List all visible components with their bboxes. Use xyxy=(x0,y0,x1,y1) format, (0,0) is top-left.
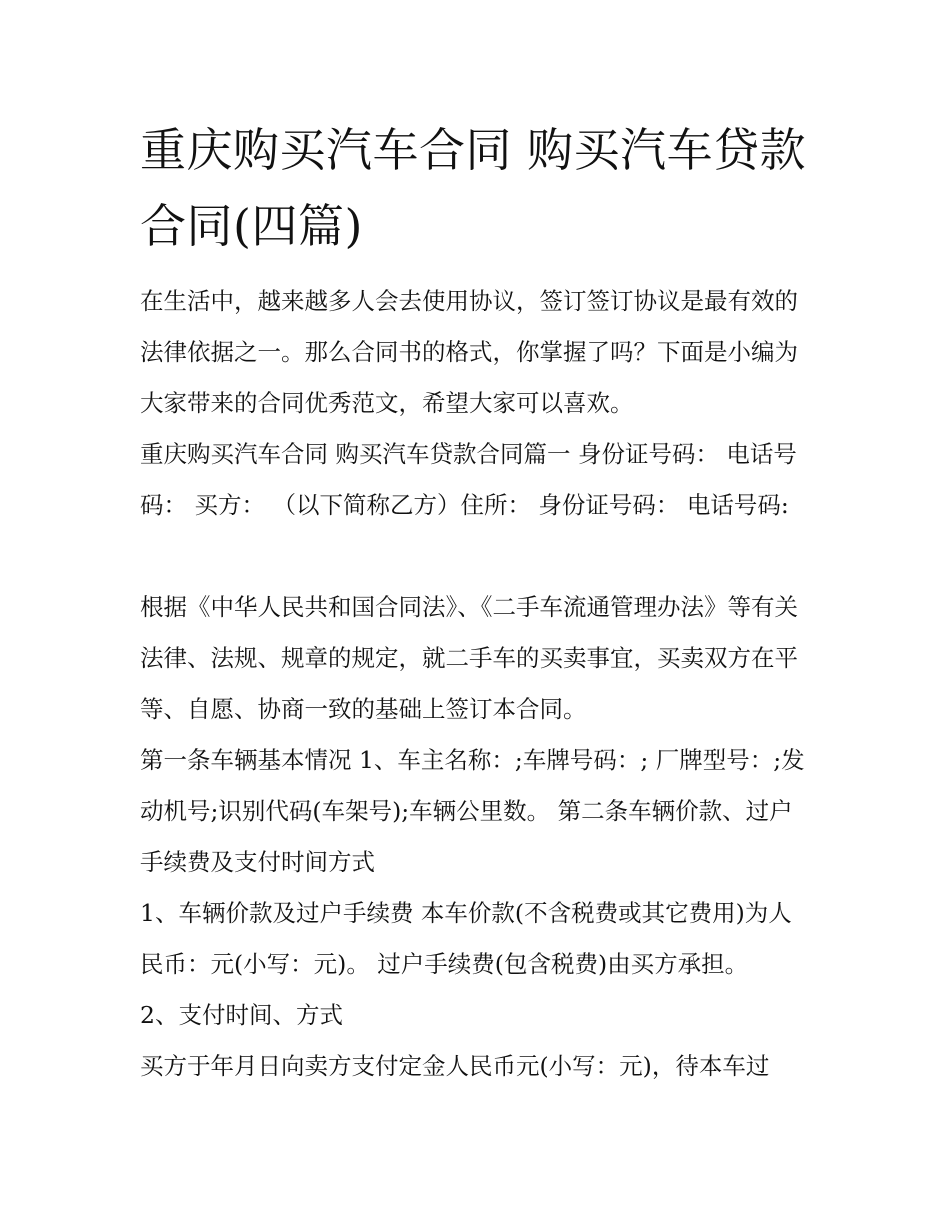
paragraph-price-and-fees: 1、车辆价款及过户手续费 本车价款(不含税费或其它费用)为人民币：元(小写：元)。 过户手续费(包含税费)由买方承担。 xyxy=(140,899,792,978)
paragraph-intro: 在生活中，越来越多人会去使用协议，签订签订协议是最有效的法律依据之一。那么合同书的格式，你掌握了吗？下面是小编为大家带来的合同优秀范文，希望大家可以喜欢。 xyxy=(140,287,798,417)
paragraph-legal-basis: 根据《中华人民共和国合同法》、《二手车流通管理办法》等有关法律、法规、规章的规定，就二手车的买卖事宜，买卖双方在平等、自愿、协商一致的基础上签订本合同。 xyxy=(140,593,798,723)
paragraph-payment-heading: 2、支付时间、方式 xyxy=(140,1001,343,1029)
paragraph-payment-terms: 买方于年月日向卖方支付定金人民币元(小写：元)，待本车过 xyxy=(140,1052,770,1080)
paragraph-part-one-header: 重庆购买汽车合同 购买汽车贷款合同篇一 身份证号码： 电话号码： 买方： （以下简称乙方）住所： 身份证号码： 电话号码: xyxy=(140,440,797,519)
paragraph-article-one: 第一条车辆基本情况 1、车主名称：;车牌号码：; 厂牌型号：;发动机号;识别代码(车架号);车辆公里数。 第二条车辆价款、过户手续费及支付时间方式 xyxy=(140,746,805,876)
document-title: 重庆购买汽车合同 购买汽车贷款合同(四篇) xyxy=(140,123,807,253)
